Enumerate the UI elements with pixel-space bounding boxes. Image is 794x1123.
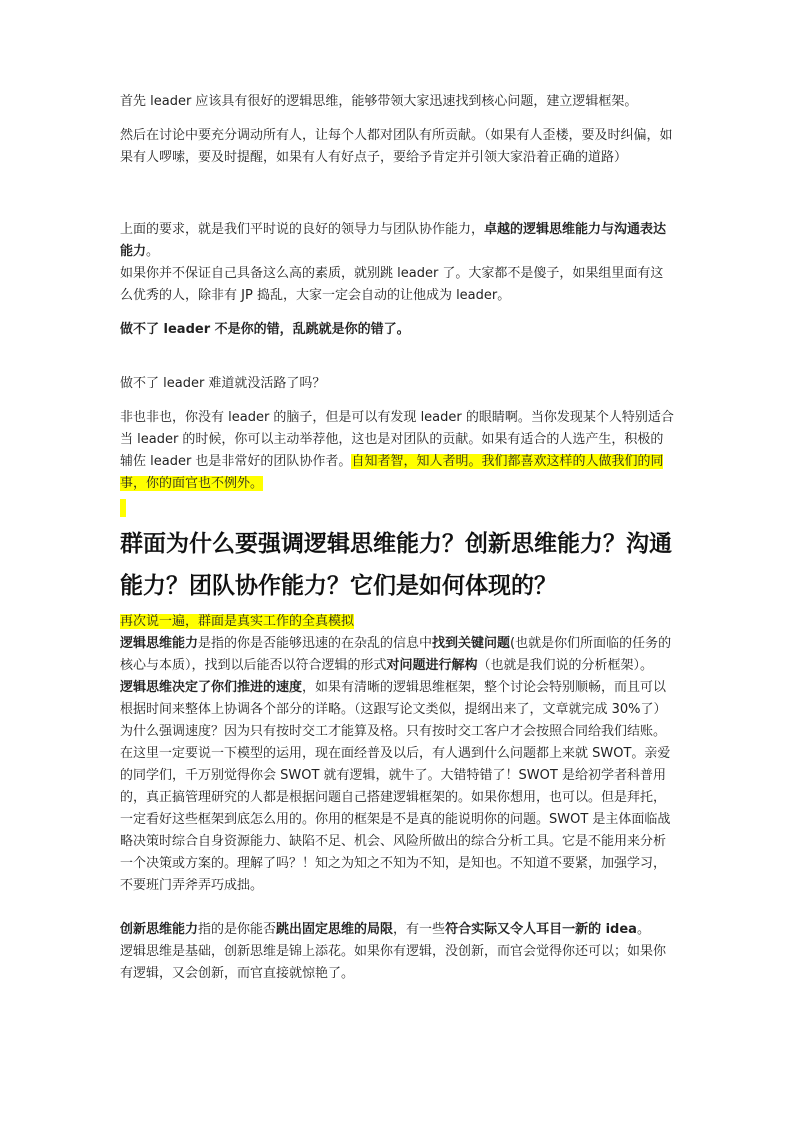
section-heading: 群面为什么要强调逻辑思维能力？创新思维能力？沟通能力？团队协作能力？它们是如何体现的？: [120, 531, 672, 599]
text: (也就是你们所面临的任务的核心与本质），找到以后能否以符合逻辑的形式: [120, 636, 672, 673]
bold-text: 逻辑思维能力: [120, 636, 199, 651]
paragraph-question: 做不了 leader 难道就没活路了吗？: [120, 376, 326, 391]
highlighted-text: 自知者智，知人者明。我们都喜欢这样的人做我们的同事，你的面官也不例外。: [120, 454, 664, 491]
paragraph-dont-jump: 如果你并不保证自己具备这么高的素质，就别跳 leader 了。大家都不是傻子，如果组里面有这么优秀的人，除非有 JP 捣乱，大家一定会自动的让他成为 leader。: [120, 266, 664, 303]
highlight-marker: [120, 497, 676, 519]
text: 。: [146, 244, 160, 259]
bold-text: 创新思维能力: [120, 922, 199, 937]
paragraph-recap: [120, 611, 676, 633]
bold-text: 对问题进行解构: [386, 658, 478, 673]
paragraph-requirements: [120, 219, 676, 263]
paragraph-logic-ability: [120, 633, 676, 677]
paragraph-speed: [120, 677, 676, 721]
text: 。: [636, 922, 650, 937]
text: 非也非也，你没有 leader 的脑子，但是可以有发现 leader 的眼睛啊。当你发现某个人特别适合当 leader 的时候，你可以主动举荐他，这也是对团队的贡献。如果有适合的人选产生，积极的辅佐 leader 也是非常好的团队协作者。: [120, 410, 674, 469]
bold-text: 找到关键问题: [432, 636, 511, 651]
text: （也就是我们说的分析框架）。: [477, 658, 654, 673]
bold-text: 跳出固定思维的局限: [276, 922, 394, 937]
text: 上面的要求，就是我们平时说的良好的领导力与团队协作能力，: [120, 222, 485, 237]
bold-text: 做不了 leader 不是你的错，乱跳就是你的错了。: [120, 322, 410, 337]
paragraph-why-speed: 为什么强调速度？因为只有按时交工才能算及格。只有按时交工客户才会按照合同给我们结账。: [120, 724, 667, 739]
text-cursor-mark: [120, 499, 126, 517]
paragraph-swot: 在这里一定要说一下模型的运用，现在面经普及以后，有人遇到什么问题都上来就 SWOT。亲爱的同学们，千万别觉得你会 SWOT 就有逻辑，就牛了。大错特错了！SWOT 是给初学者科普用的，真正搞管理研究的人都是根据问题自己搭建逻辑框架的。如果你想用，也可以。但是拜托，一定看好这些框架到底怎么用的。你用的框架是不是真的能说明你的问题。SWOT 是主体面临战略决策时综合自身资源能力、缺陷不足、机会、风险所做出的综合分析工具。它是不能用来分析一个决策或方案的。理解了吗？！知之为知之不知为不知，是知也。不知道不要紧，加强学习，不要班门弄斧弄巧成拙。: [120, 746, 671, 893]
document-body: [120, 91, 676, 985]
bold-text: 卓越的逻辑思维能力与沟通表达能力: [120, 222, 667, 259]
highlighted-text: 再次说一遍，群面是真实工作的全真模拟: [120, 614, 355, 629]
paragraph-discussion: 然后在讨论中要充分调动所有人，让每个人都对团队有所贡献。（如果有人歪楼，要及时纠偏，如果有人啰嗦，要及时提醒，如果有人有好点子，要给予肯定并引领大家沿着正确的道路）: [120, 128, 673, 165]
paragraph-logic-vs-innovation: 逻辑思维是基础，创新思维是锦上添花。如果你有逻辑，没创新，而官会觉得你还可以；如果你有逻辑，又会创新，而官直接就惊艳了。: [120, 944, 667, 981]
paragraph-leader-logic: 首先 leader 应该具有很好的逻辑思维，能够带领大家迅速找到核心问题，建立逻辑框架。: [120, 94, 638, 109]
paragraph-bold-statement: [120, 319, 676, 341]
paragraph-find-leader: [120, 407, 676, 495]
bold-text: 符合实际又令人耳目一新的 idea: [445, 922, 637, 937]
text: 是指的你是否能够迅速的在杂乱的信息中: [198, 636, 433, 651]
text: ，有一些: [393, 922, 446, 937]
text: 指的是你能否: [198, 922, 277, 937]
paragraph-innovation: [120, 919, 676, 941]
bold-text: 逻辑思维决定了你们推进的速度: [120, 680, 303, 695]
text: ，如果有清晰的逻辑思维框架，整个讨论会特别顺畅，而且可以根据时间来整体上协调各个部分的详略。（这跟写论文类似，提纲出来了，文章就完成 30%了）: [120, 680, 667, 717]
